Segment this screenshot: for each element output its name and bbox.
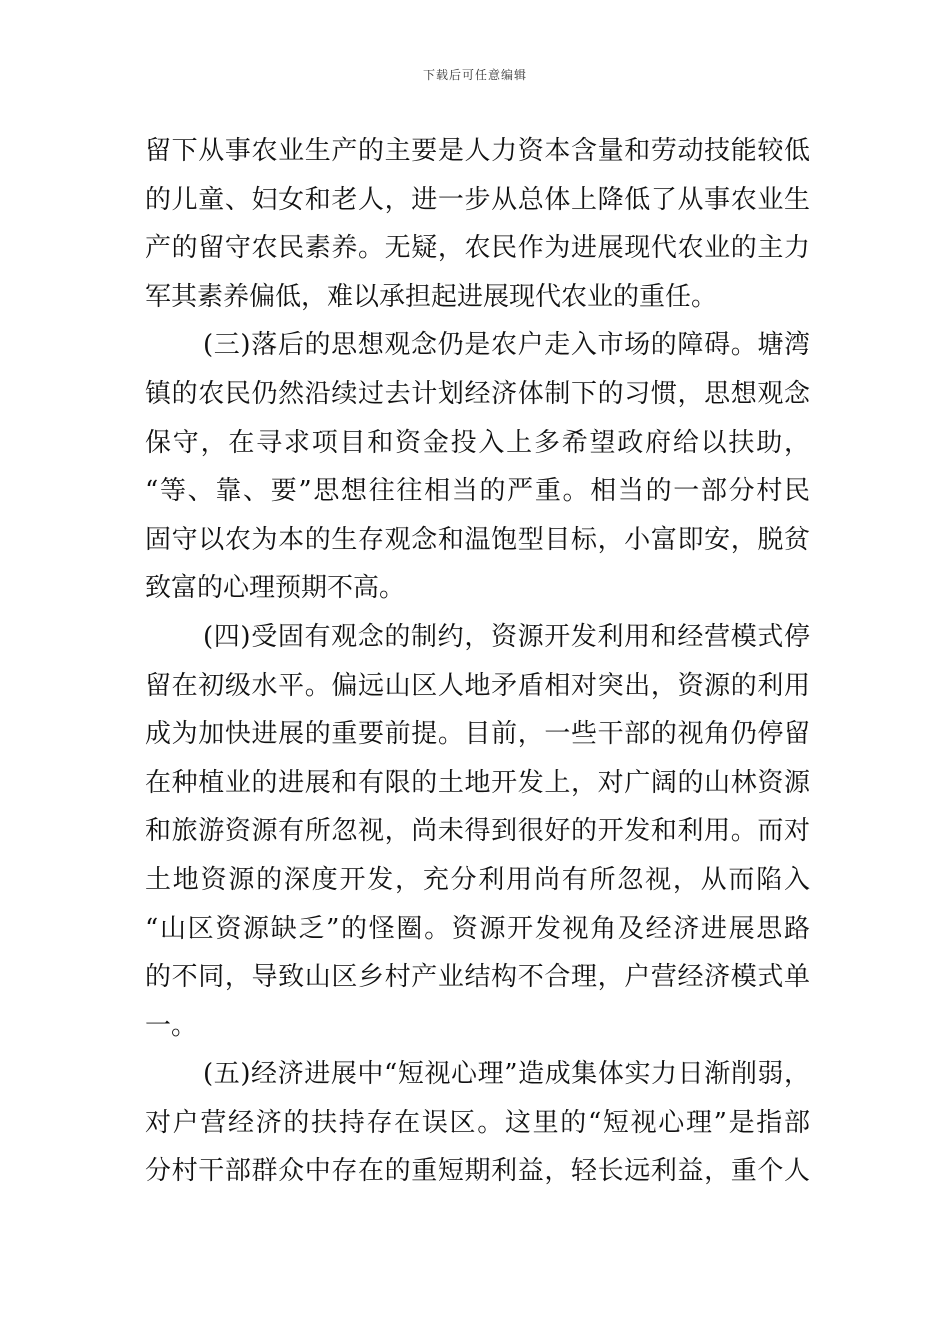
text-line: 土地资源的深度开发，充分利用尚有所忽视，从而陷入 xyxy=(145,864,810,895)
text-line: “等、靠、要”思想往往相当的严重。相当的一部分村民 xyxy=(145,476,810,507)
text-line: 对户营经济的扶持存在误区。这里的“短视心理”是指部 xyxy=(145,1107,810,1138)
text-line: 致富的心理预期不高。 xyxy=(145,573,406,604)
text-line: 的不同，导致山区乡村产业结构不合理，户营经济模式单 xyxy=(145,962,810,993)
text-line: 和旅游资源有所忽视，尚未得到很好的开发和利用。而对 xyxy=(145,816,810,847)
page-header: 下载后可任意编辑 xyxy=(422,68,527,82)
text-line: 成为加快进展的重要前提。目前，一些干部的视角仍停留 xyxy=(145,719,810,750)
text-line: 留在初级水平。偏远山区人地矛盾相对突出，资源的利用 xyxy=(145,670,810,701)
document-body xyxy=(145,127,810,1196)
paragraph-start-line: (五)经济进展中“短视心理”造成集体实力日渐削弱， xyxy=(203,1059,810,1090)
paragraph-start-line: (三)落后的思想观念仍是农户走入市场的障碍。塘湾 xyxy=(203,330,810,361)
text-line: 的儿童、妇女和老人，进一步从总体上降低了从事农业生 xyxy=(145,184,810,215)
text-line: 产的留守农民素养。无疑，农民作为进展现代农业的主力 xyxy=(145,233,810,264)
text-line: 军其素养偏低，难以承担起进展现代农业的重任。 xyxy=(145,281,718,312)
text-line: 在种植业的进展和有限的土地开发上，对广阔的山林资源 xyxy=(145,767,810,798)
text-line: 一。 xyxy=(145,1010,198,1041)
text-line: 保守，在寻求项目和资金投入上多希望政府给以扶助， xyxy=(145,427,810,458)
paragraph-start-line: (四)受固有观念的制约，资源开发利用和经营模式停 xyxy=(203,621,810,652)
text-line: 留下从事农业生产的主要是人力资本含量和劳动技能较低 xyxy=(145,136,810,166)
text-line: 镇的农民仍然沿续过去计划经济体制下的习惯，思想观念 xyxy=(145,378,810,409)
text-line: 固守以农为本的生存观念和温饱型目标，小富即安，脱贫 xyxy=(145,524,810,555)
text-line: 分村干部群众中存在的重短期利益，轻长远利益，重个人 xyxy=(145,1156,810,1187)
text-line: “山区资源缺乏”的怪圈。资源开发视角及经济进展思路 xyxy=(145,913,810,944)
